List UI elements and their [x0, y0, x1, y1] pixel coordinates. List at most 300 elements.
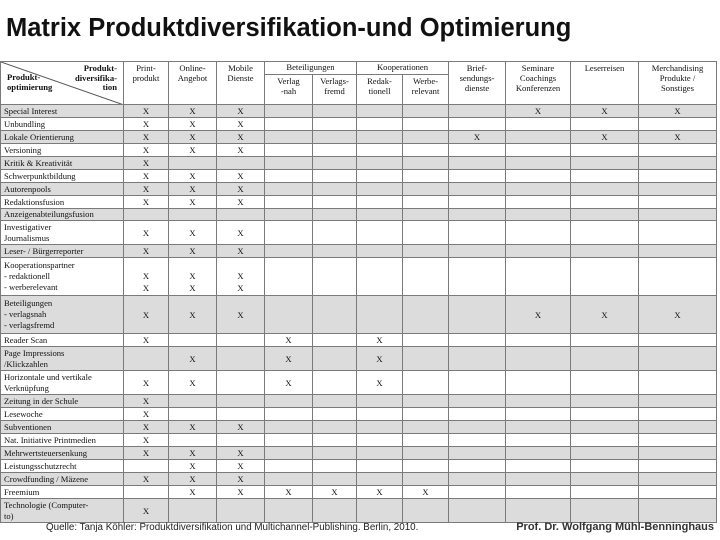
column-header-online: Online- Angebot — [169, 62, 217, 105]
matrix-cell: X — [571, 296, 639, 334]
matrix-cell — [639, 170, 717, 183]
matrix-cell — [265, 421, 313, 434]
column-header-merchandising: Merchandising Produkte / Sonstiges — [639, 62, 717, 105]
matrix-cell — [639, 460, 717, 473]
matrix-cell — [571, 447, 639, 460]
matrix-cell: X — [169, 131, 217, 144]
matrix-cell — [403, 131, 449, 144]
matrix-cell: X — [124, 170, 169, 183]
matrix-cell — [217, 434, 265, 447]
table-row — [1, 486, 717, 499]
matrix-cell — [639, 486, 717, 499]
matrix-cell: X — [449, 131, 506, 144]
matrix-cell — [313, 371, 357, 395]
table-row — [1, 499, 717, 523]
matrix-cell: X — [124, 144, 169, 157]
table-row — [1, 296, 717, 334]
matrix-cell — [169, 408, 217, 421]
matrix-cell: X — [217, 196, 265, 209]
column-header-seminare: Seminare Coachings Konferenzen — [506, 62, 571, 105]
matrix-cell — [403, 447, 449, 460]
matrix-cell — [449, 447, 506, 460]
matrix-cell — [403, 371, 449, 395]
matrix-cell: X — [124, 105, 169, 118]
table-row — [1, 347, 717, 371]
matrix-cell — [449, 296, 506, 334]
row-label: Unbundling — [1, 118, 124, 131]
matrix-corner-header — [1, 62, 124, 105]
matrix-cell — [313, 473, 357, 486]
table-row — [1, 334, 717, 347]
column-subheader-verlagsnah: Verlag -nah — [265, 75, 313, 105]
matrix-cell — [265, 209, 313, 221]
column-subheader-werberelevant: Werbe- relevant — [403, 75, 449, 105]
matrix-cell — [639, 334, 717, 347]
matrix-cell — [265, 170, 313, 183]
matrix-cell — [357, 131, 403, 144]
matrix-table — [0, 61, 717, 523]
matrix-cell — [403, 209, 449, 221]
matrix-cell — [449, 258, 506, 296]
matrix-cell — [506, 421, 571, 434]
matrix-cell: X — [169, 144, 217, 157]
row-label: Schwerpunktbildung — [1, 170, 124, 183]
row-label: Nat. Initiative Printmedien — [1, 434, 124, 447]
matrix-cell — [639, 395, 717, 408]
matrix-cell — [571, 460, 639, 473]
matrix-cell — [506, 460, 571, 473]
matrix-cell: X — [124, 296, 169, 334]
matrix-cell — [571, 334, 639, 347]
matrix-cell — [639, 245, 717, 258]
matrix-cell: X — [124, 131, 169, 144]
matrix-cell — [403, 157, 449, 170]
matrix-cell — [449, 473, 506, 486]
matrix-cell — [639, 209, 717, 221]
matrix-cell — [357, 408, 403, 421]
matrix-cell: X — [169, 447, 217, 460]
matrix-cell — [357, 434, 403, 447]
matrix-cell — [313, 196, 357, 209]
matrix-cell — [265, 499, 313, 523]
matrix-cell — [639, 447, 717, 460]
matrix-cell: X — [217, 183, 265, 196]
matrix-cell: X — [124, 157, 169, 170]
matrix-cell — [313, 183, 357, 196]
matrix-cell: X — [124, 118, 169, 131]
matrix-cell: X — [639, 296, 717, 334]
matrix-cell — [357, 395, 403, 408]
matrix-cell — [357, 460, 403, 473]
matrix-cell — [449, 105, 506, 118]
matrix-cell: X — [124, 221, 169, 245]
matrix-cell — [506, 118, 571, 131]
matrix-cell — [265, 131, 313, 144]
matrix-cell — [571, 183, 639, 196]
matrix-cell — [506, 183, 571, 196]
matrix-cell — [449, 395, 506, 408]
matrix-cell: X — [169, 347, 217, 371]
matrix-cell — [357, 183, 403, 196]
corner-bottom-label: Produkt- optimierung — [7, 72, 53, 92]
matrix-cell — [403, 434, 449, 447]
row-label: Redaktionsfusion — [1, 196, 124, 209]
matrix-cell — [449, 486, 506, 499]
matrix-cell — [403, 408, 449, 421]
matrix-cell: X — [124, 334, 169, 347]
matrix-cell: X — [169, 196, 217, 209]
matrix-cell — [449, 196, 506, 209]
matrix-cell — [265, 296, 313, 334]
matrix-cell — [506, 131, 571, 144]
matrix-cell — [403, 460, 449, 473]
matrix-cell — [169, 334, 217, 347]
matrix-cell: X — [357, 334, 403, 347]
matrix-cell — [357, 209, 403, 221]
row-label: Reader Scan — [1, 334, 124, 347]
row-label: Versioning — [1, 144, 124, 157]
matrix-cell — [313, 245, 357, 258]
row-label: Technologie (Computer- to) — [1, 499, 124, 523]
column-subheader-redaktionell: Redak- tionell — [357, 75, 403, 105]
matrix-cell — [449, 144, 506, 157]
matrix-cell — [506, 221, 571, 245]
matrix-cell — [313, 131, 357, 144]
matrix-cell — [124, 209, 169, 221]
matrix-cell: X — [124, 499, 169, 523]
table-row — [1, 473, 717, 486]
matrix-cell — [313, 395, 357, 408]
matrix-cell — [506, 144, 571, 157]
matrix-cell — [639, 183, 717, 196]
row-label: Leser- / Bürgerreporter — [1, 245, 124, 258]
matrix-cell — [506, 258, 571, 296]
matrix-cell: X — [217, 421, 265, 434]
table-row — [1, 196, 717, 209]
table-row — [1, 170, 717, 183]
matrix-cell — [265, 434, 313, 447]
matrix-cell — [169, 395, 217, 408]
row-label: Crowdfunding / Mäzene — [1, 473, 124, 486]
matrix-cell — [265, 408, 313, 421]
matrix-cell — [217, 395, 265, 408]
matrix-cell — [639, 347, 717, 371]
matrix-cell — [571, 486, 639, 499]
matrix-cell — [571, 196, 639, 209]
matrix-cell: X — [265, 486, 313, 499]
matrix-cell — [506, 473, 571, 486]
matrix-cell — [217, 499, 265, 523]
matrix-cell — [217, 347, 265, 371]
matrix-cell — [449, 183, 506, 196]
matrix-cell — [571, 144, 639, 157]
row-label: Autorenpools — [1, 183, 124, 196]
matrix-cell — [313, 105, 357, 118]
matrix-cell — [403, 144, 449, 157]
matrix-cell — [571, 258, 639, 296]
matrix-cell — [506, 334, 571, 347]
matrix-cell — [124, 486, 169, 499]
row-label: Beteiligungen - verlagsnah - verlagsfremd — [1, 296, 124, 334]
matrix-cell: X — [124, 434, 169, 447]
matrix-cell — [449, 170, 506, 183]
matrix-cell: X — [217, 460, 265, 473]
matrix-cell: X — [124, 371, 169, 395]
matrix-cell — [506, 395, 571, 408]
matrix-cell — [403, 421, 449, 434]
matrix-cell — [449, 499, 506, 523]
matrix-cell: X — [265, 334, 313, 347]
matrix-cell: X — [571, 131, 639, 144]
matrix-cell: X — [124, 473, 169, 486]
row-label: Page Impressions /Klickzahlen — [1, 347, 124, 371]
matrix-cell — [571, 473, 639, 486]
matrix-cell — [217, 334, 265, 347]
table-row — [1, 258, 717, 296]
matrix-cell — [313, 460, 357, 473]
matrix-cell — [217, 209, 265, 221]
matrix-cell: X — [357, 486, 403, 499]
matrix-cell — [571, 347, 639, 371]
matrix-cell — [571, 209, 639, 221]
table-row — [1, 221, 717, 245]
matrix-cell — [357, 196, 403, 209]
table-row — [1, 144, 717, 157]
matrix-cell — [449, 221, 506, 245]
matrix-cell — [265, 105, 313, 118]
matrix-cell: X — [124, 196, 169, 209]
matrix-cell — [639, 118, 717, 131]
matrix-cell — [169, 499, 217, 523]
row-label: Investigativer Journalismus — [1, 221, 124, 245]
matrix-cell: X — [639, 105, 717, 118]
matrix-cell — [357, 296, 403, 334]
table-row — [1, 157, 717, 170]
matrix-cell: X — [124, 245, 169, 258]
matrix-cell — [449, 434, 506, 447]
matrix-cell — [265, 395, 313, 408]
column-subheader-verlagsfremd: Verlags- fremd — [313, 75, 357, 105]
matrix-cell: X — [169, 296, 217, 334]
matrix-cell: X — [217, 170, 265, 183]
matrix-cell: X — [403, 486, 449, 499]
matrix-cell: X — [124, 421, 169, 434]
matrix-cell — [639, 434, 717, 447]
matrix-cell: X — [124, 395, 169, 408]
author-credit: Prof. Dr. Wolfgang Mühl-Benninghaus — [516, 521, 714, 533]
matrix-cell: X — [169, 221, 217, 245]
row-label: Freemium — [1, 486, 124, 499]
matrix-cell — [639, 499, 717, 523]
column-header-briefsendungsdienste: Brief- sendungs- dienste — [449, 62, 506, 105]
row-label: Zeitung in der Schule — [1, 395, 124, 408]
row-label: Horizontale und vertikale Verknüpfung — [1, 371, 124, 395]
matrix-cell: X X — [169, 258, 217, 296]
matrix-cell — [449, 334, 506, 347]
matrix-cell: X — [506, 105, 571, 118]
matrix-cell — [571, 434, 639, 447]
matrix-cell — [506, 196, 571, 209]
matrix-cell — [449, 460, 506, 473]
matrix-cell — [403, 196, 449, 209]
matrix-cell: X X — [217, 258, 265, 296]
matrix-cell — [403, 296, 449, 334]
matrix-cell — [313, 296, 357, 334]
matrix-cell — [639, 221, 717, 245]
matrix-cell — [639, 371, 717, 395]
matrix-cell — [357, 221, 403, 245]
matrix-cell — [265, 183, 313, 196]
matrix-cell — [357, 258, 403, 296]
matrix-cell — [357, 447, 403, 460]
matrix-cell — [169, 157, 217, 170]
matrix-cell — [506, 209, 571, 221]
matrix-cell — [403, 170, 449, 183]
matrix-cell — [571, 170, 639, 183]
matrix-cell — [313, 221, 357, 245]
matrix-cell — [449, 245, 506, 258]
matrix-cell — [449, 371, 506, 395]
matrix-cell: X — [124, 183, 169, 196]
matrix-cell — [506, 157, 571, 170]
table-row — [1, 183, 717, 196]
matrix-cell — [169, 209, 217, 221]
matrix-cell — [357, 170, 403, 183]
matrix-cell: X — [357, 371, 403, 395]
matrix-cell — [313, 258, 357, 296]
matrix-cell — [313, 144, 357, 157]
matrix-cell — [403, 118, 449, 131]
matrix-cell — [506, 499, 571, 523]
matrix-cell — [506, 447, 571, 460]
matrix-cell: X — [124, 408, 169, 421]
matrix-cell — [639, 157, 717, 170]
matrix-cell — [639, 258, 717, 296]
matrix-cell — [217, 157, 265, 170]
matrix-cell — [357, 157, 403, 170]
matrix-cell — [217, 371, 265, 395]
matrix-cell — [265, 473, 313, 486]
matrix-cell — [403, 105, 449, 118]
matrix-cell: X — [169, 421, 217, 434]
column-header-mobile: Mobile Dienste — [217, 62, 265, 105]
matrix-cell — [403, 395, 449, 408]
matrix-cell — [403, 258, 449, 296]
matrix-cell: X — [506, 296, 571, 334]
matrix-cell — [124, 460, 169, 473]
matrix-cell: X — [217, 447, 265, 460]
matrix-cell — [357, 105, 403, 118]
matrix-cell — [313, 209, 357, 221]
matrix-cell — [357, 118, 403, 131]
row-label: Mehrwertsteuersenkung — [1, 447, 124, 460]
matrix-cell — [449, 347, 506, 371]
row-label: Lesewoche — [1, 408, 124, 421]
matrix-cell: X — [571, 105, 639, 118]
column-group-beteiligungen: Beteiligungen — [265, 62, 357, 75]
row-label: Anzeigenabteilungsfusion — [1, 209, 124, 221]
matrix-cell — [357, 421, 403, 434]
matrix-cell — [506, 434, 571, 447]
matrix-cell — [506, 408, 571, 421]
table-row — [1, 434, 717, 447]
matrix-cell: X — [217, 144, 265, 157]
matrix-cell — [639, 421, 717, 434]
matrix-cell — [265, 144, 313, 157]
matrix-cell — [449, 408, 506, 421]
matrix-cell — [403, 499, 449, 523]
matrix-cell — [506, 371, 571, 395]
matrix-cell — [639, 408, 717, 421]
matrix-cell: X — [217, 131, 265, 144]
matrix-cell — [357, 499, 403, 523]
table-row — [1, 209, 717, 221]
table-row — [1, 131, 717, 144]
matrix-cell — [571, 395, 639, 408]
matrix-cell — [449, 421, 506, 434]
matrix-cell — [571, 118, 639, 131]
matrix-cell: X — [169, 183, 217, 196]
matrix-cell — [313, 157, 357, 170]
source-citation: Quelle: Tanja Köhler: Produktdiversifikation und Multichannel-Publishing. Berlin, 2010. — [46, 522, 419, 533]
matrix-cell — [571, 499, 639, 523]
matrix-cell — [403, 245, 449, 258]
matrix-cell — [313, 421, 357, 434]
matrix-cell — [571, 408, 639, 421]
matrix-cell — [449, 157, 506, 170]
matrix-cell — [313, 118, 357, 131]
matrix-cell — [265, 157, 313, 170]
matrix-cell — [124, 347, 169, 371]
matrix-cell — [357, 245, 403, 258]
matrix-cell — [313, 408, 357, 421]
matrix-cell — [313, 499, 357, 523]
matrix-cell: X — [265, 371, 313, 395]
matrix-cell: X — [169, 105, 217, 118]
matrix-cell: X — [217, 296, 265, 334]
matrix-cell — [506, 347, 571, 371]
table-row — [1, 118, 717, 131]
column-header-leserreisen: Leserreisen — [571, 62, 639, 105]
matrix-cell: X — [217, 221, 265, 245]
matrix-cell: X — [169, 371, 217, 395]
matrix-cell: X — [217, 473, 265, 486]
table-row — [1, 421, 717, 434]
table-row — [1, 105, 717, 118]
matrix-cell — [265, 245, 313, 258]
matrix-cell — [571, 245, 639, 258]
row-label: Leistungsschutzrecht — [1, 460, 124, 473]
matrix-cell — [357, 473, 403, 486]
matrix-cell — [403, 347, 449, 371]
matrix-cell — [506, 170, 571, 183]
matrix-cell: X — [217, 105, 265, 118]
row-label: Lokale Orientierung — [1, 131, 124, 144]
matrix-cell — [639, 196, 717, 209]
table-row — [1, 395, 717, 408]
matrix-cell: X — [169, 473, 217, 486]
matrix-cell — [265, 221, 313, 245]
row-label: Special Interest — [1, 105, 124, 118]
matrix-cell — [265, 118, 313, 131]
table-row — [1, 371, 717, 395]
table-row — [1, 408, 717, 421]
matrix-cell: X — [265, 347, 313, 371]
matrix-cell — [265, 196, 313, 209]
matrix-cell: X X — [124, 258, 169, 296]
table-row — [1, 460, 717, 473]
matrix-cell — [403, 183, 449, 196]
